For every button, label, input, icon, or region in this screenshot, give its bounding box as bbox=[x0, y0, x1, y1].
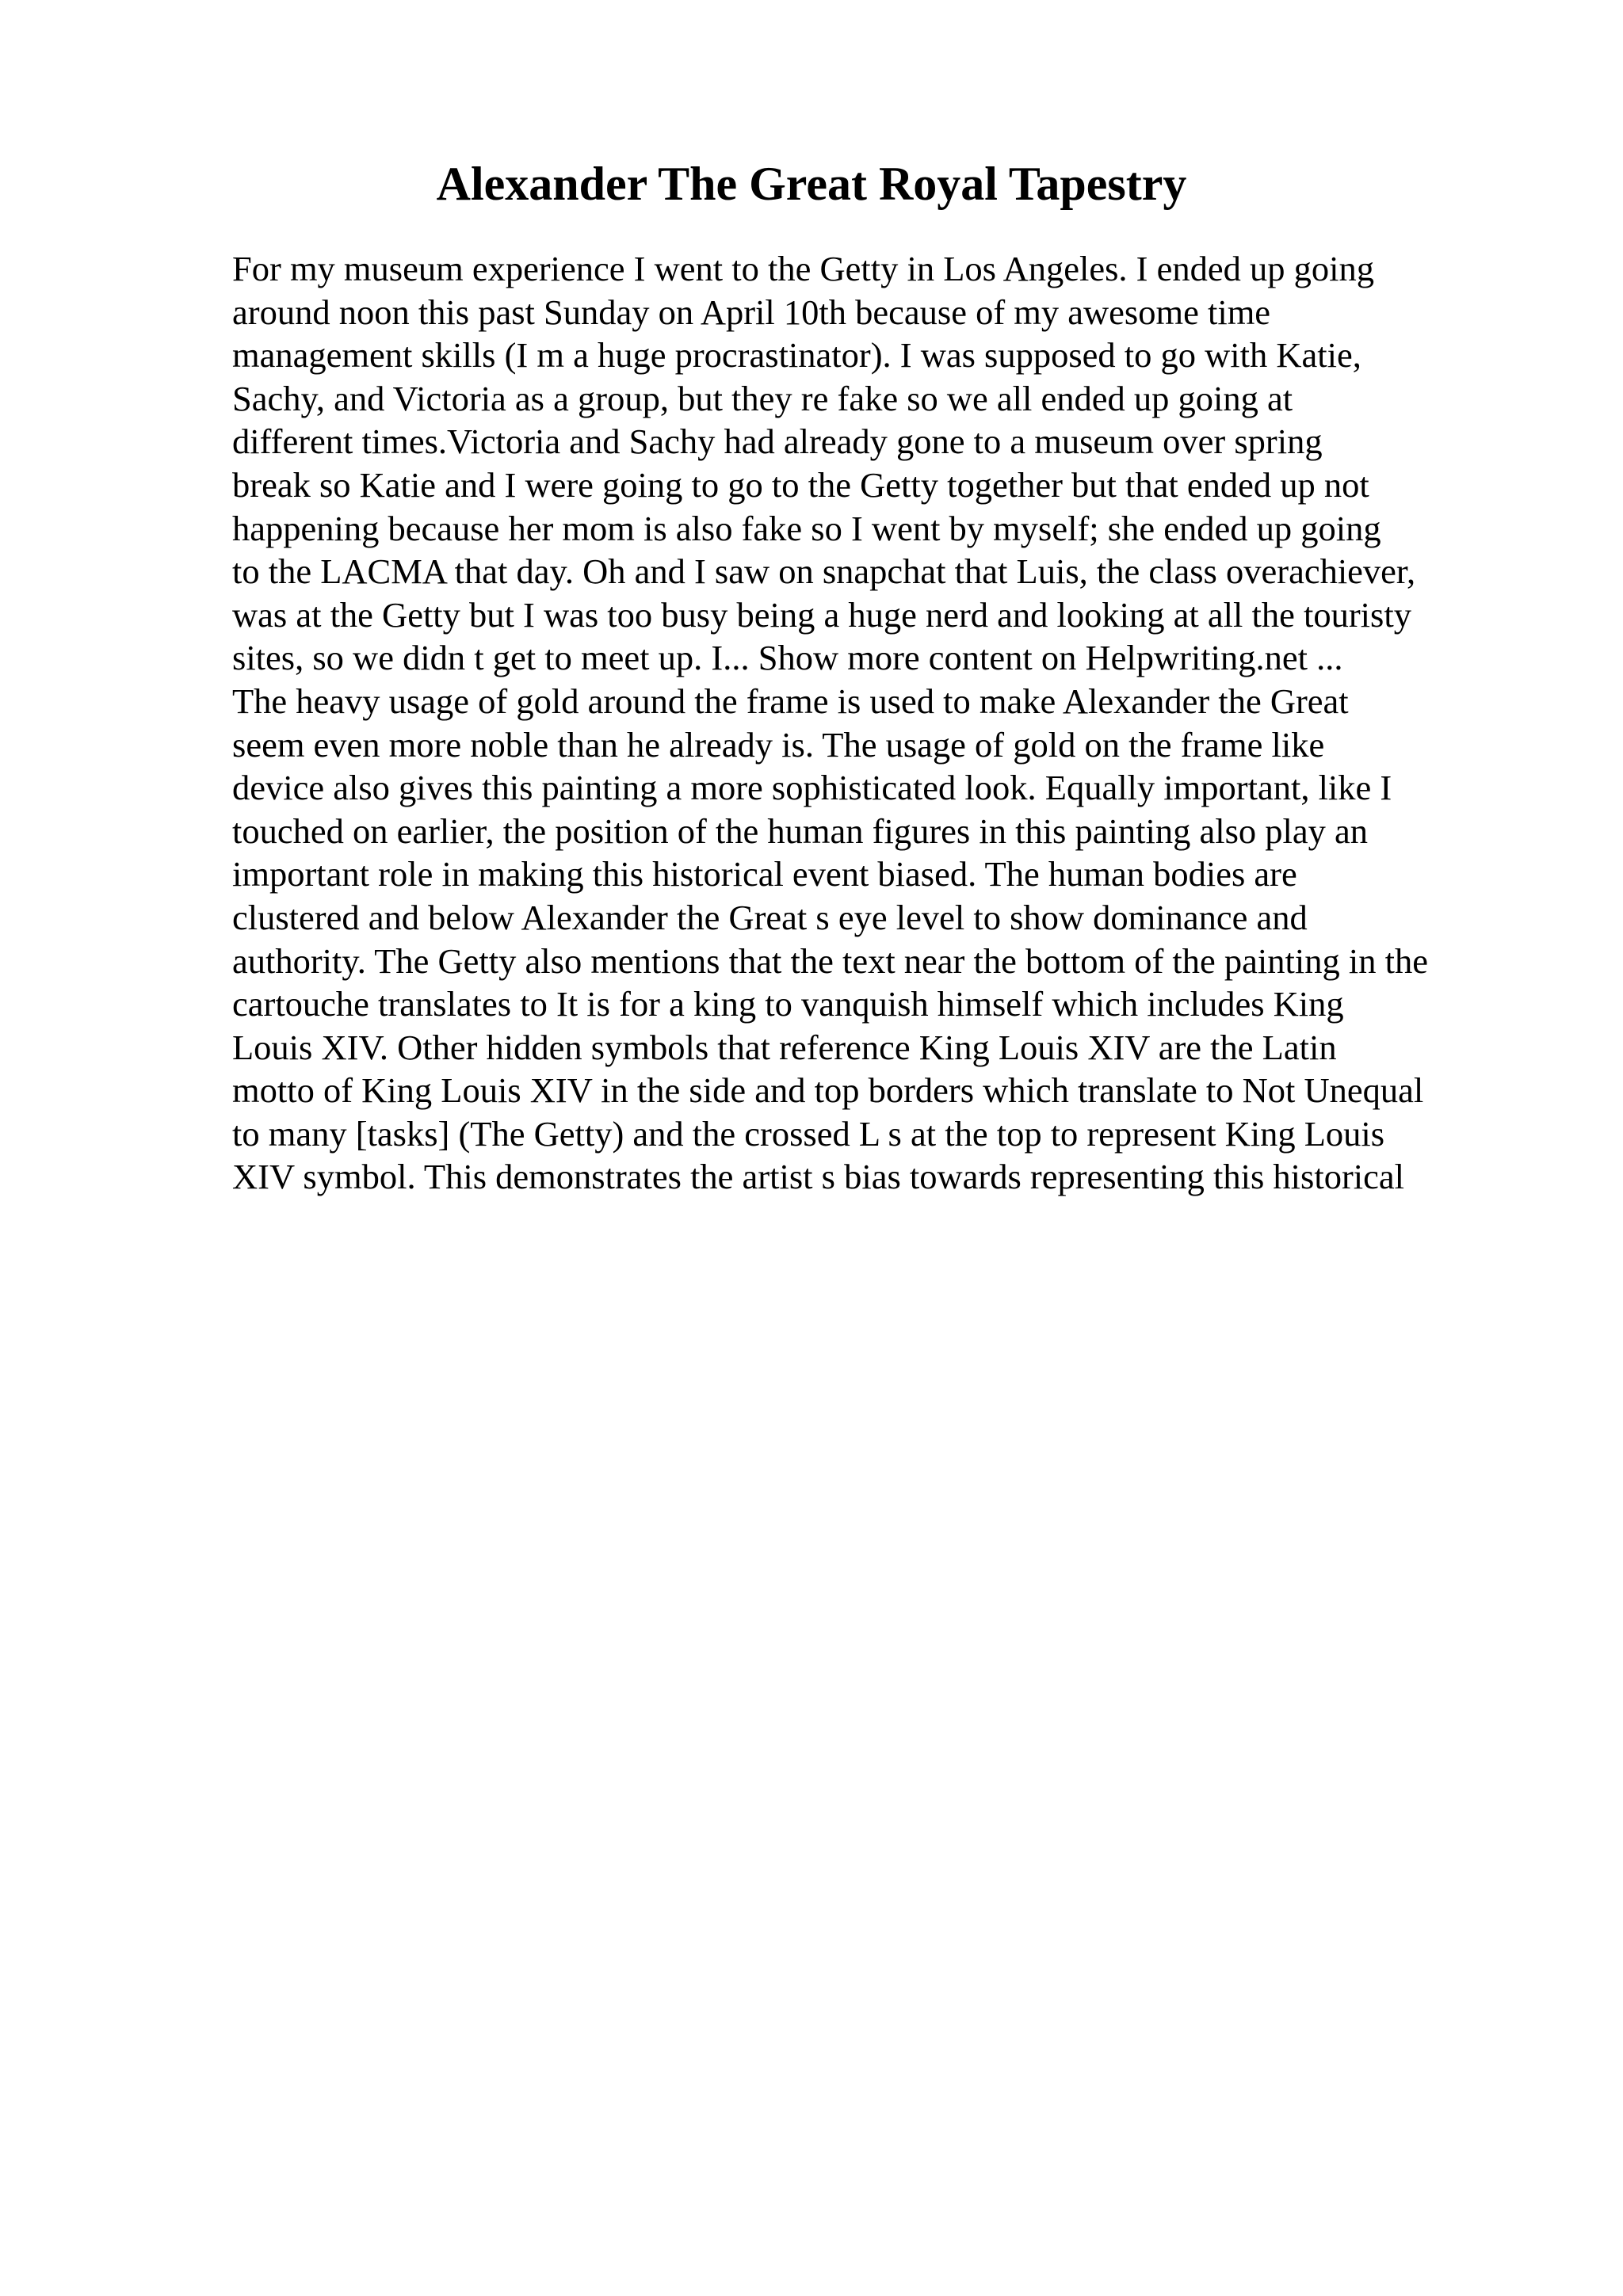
body-line: The heavy usage of gold around the frame is used to make Alexander the Great bbox=[232, 681, 1349, 721]
body-line: Louis XIV. Other hidden symbols that reference King Louis XIV are the Latin bbox=[232, 1027, 1337, 1067]
body-line: touched on earlier, the position of the human figures in this painting also play an bbox=[232, 810, 1369, 851]
body-line: to many [tasks] (The Getty) and the crossed L s at the top to represent King Louis bbox=[232, 1113, 1385, 1154]
document-title: Alexander The Great Royal Tapestry bbox=[436, 158, 1187, 210]
body-line: motto of King Louis XIV in the side and top borders which translate to Not Unequal bbox=[232, 1070, 1424, 1111]
body-line: Sachy, and Victoria as a group, but they re fake so we all ended up going at bbox=[232, 378, 1293, 418]
body-line: sites, so we didn t get to meet up. I... Show more content on Helpwriting.net ... bbox=[232, 638, 1343, 678]
body-line: seem even more noble than he already is. The usage of gold on the frame like bbox=[232, 724, 1325, 765]
body-line: authority. The Getty also mentions that the text near the bottom of the painting in the bbox=[232, 940, 1428, 981]
body-line: happening because her mom is also fake so I went by myself; she ended up going bbox=[232, 508, 1381, 548]
body-line: management skills (I m a huge procrastinator). I was supposed to go with Katie, bbox=[232, 335, 1361, 376]
body-line: to the LACMA that day. Oh and I saw on snapchat that Luis, the class overachiever, bbox=[232, 551, 1416, 592]
body-line: XIV symbol. This demonstrates the artist s bias towards representing this historical bbox=[232, 1157, 1404, 1197]
body-line: clustered and below Alexander the Great s eye level to show dominance and bbox=[232, 897, 1308, 937]
body-line: different times.Victoria and Sachy had already gone to a museum over spring bbox=[232, 421, 1323, 462]
body-line: For my museum experience I went to the Getty in Los Angeles. I ended up going bbox=[232, 249, 1374, 288]
body-line: cartouche translates to It is for a king to vanquish himself which includes King bbox=[232, 984, 1344, 1024]
body-line: device also gives this painting a more sophisticated look. Equally important, like I bbox=[232, 768, 1392, 808]
body-line: break so Katie and I were going to go to the Getty together but that ended up not bbox=[232, 464, 1369, 505]
body-line: was at the Getty but I was too busy being a huge nerd and looking at all the touristy bbox=[232, 594, 1411, 635]
document-body bbox=[232, 247, 1516, 1199]
body-line: around noon this past Sunday on April 10th because of my awesome time bbox=[232, 292, 1271, 332]
body-line: important role in making this historical event biased. The human bodies are bbox=[232, 854, 1297, 894]
